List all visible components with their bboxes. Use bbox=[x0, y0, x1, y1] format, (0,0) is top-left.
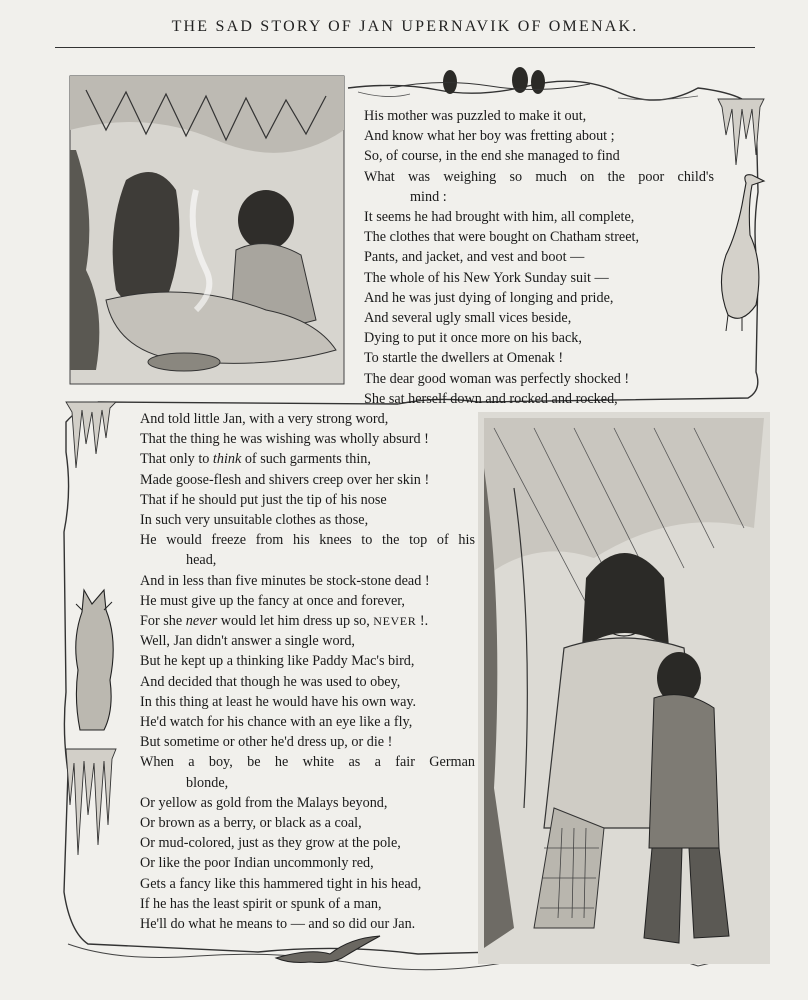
emphasis-word: never bbox=[185, 613, 218, 630]
poem-line: To startle the dwellers at Omenak ! bbox=[364, 350, 564, 367]
poem-line: In such very unsuitable clothes as those, bbox=[140, 512, 369, 529]
poem-line: Or brown as a berry, or black as a coal, bbox=[140, 815, 362, 832]
icicles-icon bbox=[64, 745, 118, 865]
poem-line: She sat herself down and rocked and rocked, bbox=[364, 390, 618, 407]
poem-line: Or mud-colored, just as they grow at the pole, bbox=[140, 835, 401, 852]
icicles-icon bbox=[64, 398, 118, 478]
poem-line: He must give up the fancy at once and forever, bbox=[140, 592, 405, 609]
poem-line: It seems he had brought with him, all complete, bbox=[364, 209, 635, 226]
poem-line: And several ugly small vices beside, bbox=[364, 310, 572, 327]
goose-icon bbox=[712, 165, 772, 335]
hut-interior-illustration bbox=[66, 70, 348, 390]
poem-line: Made goose-flesh and shivers creep over her skin ! bbox=[140, 471, 430, 488]
poem-line: And know what her boy was fretting about ; bbox=[364, 128, 615, 145]
poem-line: The whole of his New York Sunday suit — bbox=[364, 269, 609, 286]
poem-line: And he was just dying of longing and pride, bbox=[364, 289, 614, 306]
poem-stanza-1 bbox=[364, 106, 714, 409]
poem-line: head, bbox=[186, 552, 217, 569]
emphasis-word: think bbox=[212, 451, 242, 468]
poem-line bbox=[140, 611, 475, 631]
poem-line: His mother was puzzled to make it out, bbox=[364, 108, 587, 124]
mother-and-child-illustration bbox=[474, 408, 774, 968]
line-segment: would let him dress up so, bbox=[217, 613, 374, 630]
poem-line: Or yellow as gold from the Malays beyond, bbox=[140, 794, 388, 811]
poem-line: Dying to put it once more on his back, bbox=[364, 330, 582, 347]
line-segment: For she bbox=[140, 613, 186, 630]
poem-line: The dear good woman was perfectly shocked ! bbox=[364, 370, 630, 387]
poem-line: And decided that though he was used to obey, bbox=[140, 673, 401, 690]
poem-line: He'll do what he means to — and so did our Jan. bbox=[140, 916, 416, 933]
running-head: THE SAD STORY OF JAN UPERNAVIK OF OMENAK. bbox=[171, 18, 639, 35]
poem-line: Or like the poor Indian uncommonly red, bbox=[140, 855, 374, 872]
poem-line: Pants, and jacket, and vest and boot — bbox=[364, 249, 585, 266]
poem-line: And in less than five minutes be stock-stone dead ! bbox=[140, 572, 430, 589]
icicles-icon bbox=[716, 95, 766, 175]
poem-line: So, of course, in the end she managed to find bbox=[364, 148, 620, 165]
poem-line: In this thing at least he would have his own way. bbox=[140, 693, 417, 710]
poem-line: Well, Jan didn't answer a single word, bbox=[140, 633, 355, 650]
poem-line: But sometime or other he'd dress up, or die ! bbox=[140, 734, 393, 751]
poem-line: And told little Jan, with a very strong word, bbox=[140, 411, 389, 427]
poem-line: The clothes that were bought on Chatham street, bbox=[364, 229, 640, 246]
poem-line: He would freeze from his knees to the top of his bbox=[140, 532, 475, 549]
poem-line: Gets a fancy like this hammered tight in his head, bbox=[140, 875, 422, 892]
poem-line: He'd watch for his chance with an eye like a fly, bbox=[140, 714, 413, 731]
poem-line: What was weighing so much on the poor child's bbox=[364, 168, 714, 185]
poem-line: blonde, bbox=[186, 774, 229, 791]
line-segment: of such garments thin, bbox=[241, 451, 371, 468]
line-segment: That only to bbox=[140, 451, 213, 468]
poem-line bbox=[140, 449, 475, 469]
small-caps-word: NEVER bbox=[373, 614, 417, 629]
poem-line: When a boy, be he white as a fair German bbox=[140, 754, 475, 771]
penguins-icon bbox=[380, 58, 600, 98]
poem-line: mind : bbox=[410, 188, 447, 205]
poem-line: But he kept up a thinking like Paddy Mac's bird, bbox=[140, 653, 415, 670]
fox-icon bbox=[64, 580, 126, 740]
poem-stanza-2 bbox=[140, 409, 475, 934]
line-segment: !. bbox=[416, 613, 429, 630]
poem-line: That the thing he was wishing was wholly absurd ! bbox=[140, 431, 429, 448]
poem-line: If he has the least spirit or spunk of a man, bbox=[140, 895, 382, 912]
flying-bird-icon bbox=[270, 932, 390, 972]
poem-line: That if he should put just the tip of his nose bbox=[140, 491, 387, 508]
header-rule bbox=[55, 47, 755, 48]
